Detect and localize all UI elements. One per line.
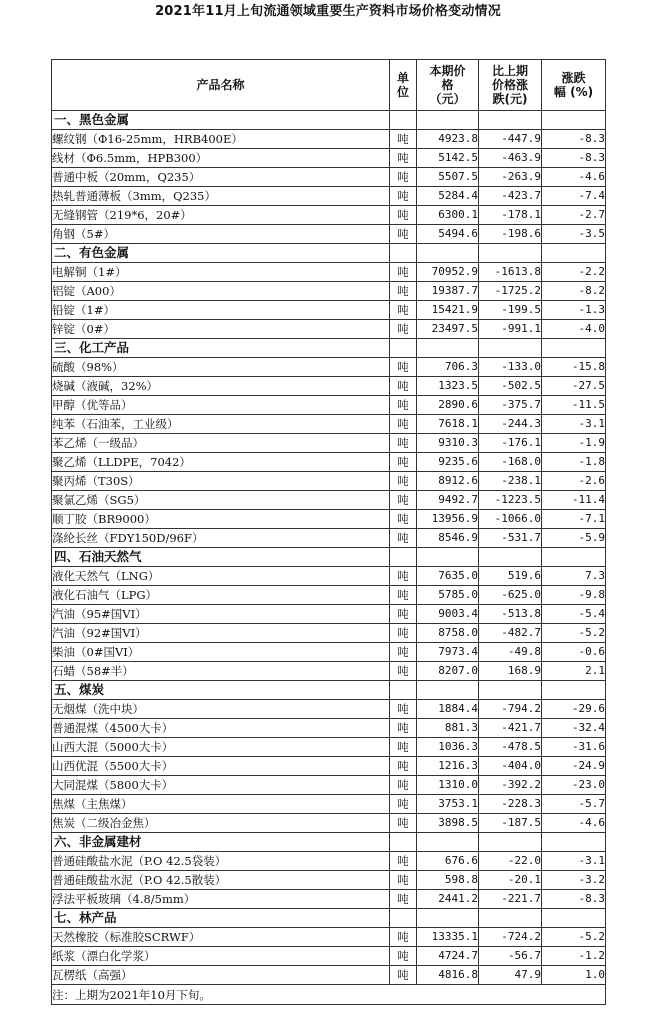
table-row <box>52 624 606 643</box>
header-change-percent: 涨跌 幅 (%) <box>542 60 606 111</box>
price-cell: 13956.9 <box>417 510 479 529</box>
price-cell: 8758.0 <box>417 624 479 643</box>
product-name: 液化天然气（LNG） <box>52 567 390 586</box>
price-cell: 598.8 <box>417 871 479 890</box>
category-row <box>52 833 606 852</box>
product-name: 普通硅酸盐水泥（P.O 42.5袋装） <box>52 852 390 871</box>
percent-cell: -3.1 <box>542 415 606 434</box>
unit-cell: 吨 <box>390 453 417 472</box>
price-cell: 15421.9 <box>417 301 479 320</box>
change-cell: -724.2 <box>479 928 542 947</box>
unit-cell: 吨 <box>390 263 417 282</box>
percent-cell: -8.3 <box>542 149 606 168</box>
change-cell: -244.3 <box>479 415 542 434</box>
product-name: 纸浆（漂白化学浆） <box>52 947 390 966</box>
product-name: 焦煤（主焦煤） <box>52 795 390 814</box>
price-cell: 5494.6 <box>417 225 479 244</box>
empty-cell <box>417 244 479 263</box>
product-name: 无烟煤（洗中块） <box>52 700 390 719</box>
table-row <box>52 814 606 833</box>
table-row <box>52 320 606 339</box>
table-row <box>52 415 606 434</box>
unit-cell: 吨 <box>390 871 417 890</box>
unit-cell: 吨 <box>390 643 417 662</box>
percent-cell: -1.9 <box>542 434 606 453</box>
unit-cell: 吨 <box>390 890 417 909</box>
change-cell: -178.1 <box>479 206 542 225</box>
unit-cell: 吨 <box>390 510 417 529</box>
price-cell: 2441.2 <box>417 890 479 909</box>
empty-cell <box>417 681 479 700</box>
product-name: 山西大混（5000大卡） <box>52 738 390 757</box>
price-cell: 5785.0 <box>417 586 479 605</box>
category-row <box>52 681 606 700</box>
table-row <box>52 567 606 586</box>
footnote: 注：上期为2021年10月下旬。 <box>52 985 606 1005</box>
change-cell: -625.0 <box>479 586 542 605</box>
product-name: 山西优混（5500大卡） <box>52 757 390 776</box>
empty-cell <box>390 833 417 852</box>
percent-cell: 2.1 <box>542 662 606 681</box>
unit-cell: 吨 <box>390 472 417 491</box>
price-cell: 1884.4 <box>417 700 479 719</box>
price-cell: 5142.5 <box>417 149 479 168</box>
category-row <box>52 909 606 928</box>
unit-cell: 吨 <box>390 757 417 776</box>
product-name: 涤纶长丝（FDY150D/96F） <box>52 529 390 548</box>
table-row <box>52 529 606 548</box>
empty-cell <box>479 244 542 263</box>
product-name: 烧碱（液碱，32%） <box>52 377 390 396</box>
change-cell: -1725.2 <box>479 282 542 301</box>
product-name: 热轧普通薄板（3mm，Q235） <box>52 187 390 206</box>
table-row <box>52 738 606 757</box>
percent-cell: -4.6 <box>542 168 606 187</box>
table-row <box>52 491 606 510</box>
unit-cell: 吨 <box>390 624 417 643</box>
change-cell: 168.9 <box>479 662 542 681</box>
table-row <box>52 871 606 890</box>
percent-cell: -7.1 <box>542 510 606 529</box>
unit-cell: 吨 <box>390 415 417 434</box>
empty-cell <box>390 548 417 567</box>
header-current-price: 本期价 格 （元） <box>417 60 479 111</box>
price-cell: 4816.8 <box>417 966 479 985</box>
unit-cell: 吨 <box>390 662 417 681</box>
empty-cell <box>417 339 479 358</box>
table-row <box>52 966 606 985</box>
table-row <box>52 776 606 795</box>
unit-cell: 吨 <box>390 149 417 168</box>
change-cell: -531.7 <box>479 529 542 548</box>
percent-cell: -4.6 <box>542 814 606 833</box>
unit-cell: 吨 <box>390 168 417 187</box>
table-row <box>52 662 606 681</box>
table-row <box>52 510 606 529</box>
change-cell: -168.0 <box>479 453 542 472</box>
table-row <box>52 852 606 871</box>
product-name: 瓦楞纸（高强） <box>52 966 390 985</box>
price-cell: 706.3 <box>417 358 479 377</box>
table-row <box>52 795 606 814</box>
product-name: 角钢（5#） <box>52 225 390 244</box>
empty-cell <box>542 111 606 130</box>
price-cell: 8546.9 <box>417 529 479 548</box>
product-name: 普通混煤（4500大卡） <box>52 719 390 738</box>
price-cell: 4923.8 <box>417 130 479 149</box>
product-name: 螺纹钢（Φ16-25mm，HRB400E） <box>52 130 390 149</box>
table-row <box>52 643 606 662</box>
empty-cell <box>417 833 479 852</box>
price-cell: 1036.3 <box>417 738 479 757</box>
percent-cell: -2.2 <box>542 263 606 282</box>
empty-cell <box>542 833 606 852</box>
price-cell: 7635.0 <box>417 567 479 586</box>
unit-cell: 吨 <box>390 301 417 320</box>
category-name: 七、林产品 <box>52 909 390 928</box>
change-cell: -392.2 <box>479 776 542 795</box>
price-table <box>51 59 606 1005</box>
percent-cell: -5.9 <box>542 529 606 548</box>
table-row <box>52 719 606 738</box>
price-cell: 7973.4 <box>417 643 479 662</box>
change-cell: -991.1 <box>479 320 542 339</box>
change-cell: -228.3 <box>479 795 542 814</box>
product-name: 汽油（92#国VI） <box>52 624 390 643</box>
unit-cell: 吨 <box>390 130 417 149</box>
price-cell: 23497.5 <box>417 320 479 339</box>
product-name: 无缝钢管（219*6，20#） <box>52 206 390 225</box>
table-row <box>52 700 606 719</box>
unit-cell: 吨 <box>390 586 417 605</box>
percent-cell: -11.5 <box>542 396 606 415</box>
unit-cell: 吨 <box>390 928 417 947</box>
change-cell: -56.7 <box>479 947 542 966</box>
percent-cell: -23.0 <box>542 776 606 795</box>
empty-cell <box>479 548 542 567</box>
category-name: 六、非金属建材 <box>52 833 390 852</box>
empty-cell <box>479 339 542 358</box>
header-product-name: 产品名称 <box>52 60 390 111</box>
product-name: 铝锭（A00） <box>52 282 390 301</box>
table-row <box>52 586 606 605</box>
change-cell: 519.6 <box>479 567 542 586</box>
table-row <box>52 149 606 168</box>
change-cell: -221.7 <box>479 890 542 909</box>
unit-cell: 吨 <box>390 947 417 966</box>
table-row <box>52 301 606 320</box>
price-cell: 8207.0 <box>417 662 479 681</box>
category-name: 五、煤炭 <box>52 681 390 700</box>
table-row <box>52 225 606 244</box>
category-row <box>52 339 606 358</box>
product-name: 锌锭（0#） <box>52 320 390 339</box>
percent-cell: -1.8 <box>542 453 606 472</box>
product-name: 液化石油气（LPG） <box>52 586 390 605</box>
unit-cell: 吨 <box>390 396 417 415</box>
unit-cell: 吨 <box>390 795 417 814</box>
table-row <box>52 130 606 149</box>
product-name: 聚乙烯（LLDPE，7042） <box>52 453 390 472</box>
percent-cell: -8.3 <box>542 130 606 149</box>
price-cell: 8912.6 <box>417 472 479 491</box>
percent-cell: 7.3 <box>542 567 606 586</box>
empty-cell <box>417 111 479 130</box>
price-cell: 19387.7 <box>417 282 479 301</box>
change-cell: -238.1 <box>479 472 542 491</box>
price-cell: 3753.1 <box>417 795 479 814</box>
empty-cell <box>542 909 606 928</box>
change-cell: 47.9 <box>479 966 542 985</box>
percent-cell: -27.5 <box>542 377 606 396</box>
percent-cell: -11.4 <box>542 491 606 510</box>
table-row <box>52 434 606 453</box>
price-cell: 4724.7 <box>417 947 479 966</box>
table-row <box>52 282 606 301</box>
product-name: 普通中板（20mm，Q235） <box>52 168 390 187</box>
price-cell: 1323.5 <box>417 377 479 396</box>
table-row <box>52 928 606 947</box>
percent-cell: 1.0 <box>542 966 606 985</box>
unit-cell: 吨 <box>390 434 417 453</box>
product-name: 线材（Φ6.5mm，HPB300） <box>52 149 390 168</box>
change-cell: -1066.0 <box>479 510 542 529</box>
change-cell: -794.2 <box>479 700 542 719</box>
percent-cell: -3.2 <box>542 871 606 890</box>
category-row <box>52 548 606 567</box>
unit-cell: 吨 <box>390 605 417 624</box>
price-cell: 5284.4 <box>417 187 479 206</box>
table-row <box>52 263 606 282</box>
category-name: 二、有色金属 <box>52 244 390 263</box>
empty-cell <box>479 909 542 928</box>
unit-cell: 吨 <box>390 529 417 548</box>
change-cell: -404.0 <box>479 757 542 776</box>
change-cell: -502.5 <box>479 377 542 396</box>
empty-cell <box>542 681 606 700</box>
unit-cell: 吨 <box>390 738 417 757</box>
price-cell: 881.3 <box>417 719 479 738</box>
product-name: 大同混煤（5800大卡） <box>52 776 390 795</box>
product-name: 聚氯乙烯（SG5） <box>52 491 390 510</box>
unit-cell: 吨 <box>390 852 417 871</box>
header-price-change: 比上期 价格涨 跌(元) <box>479 60 542 111</box>
unit-cell: 吨 <box>390 567 417 586</box>
table-row <box>52 757 606 776</box>
product-name: 电解铜（1#） <box>52 263 390 282</box>
percent-cell: -5.2 <box>542 928 606 947</box>
change-cell: -49.8 <box>479 643 542 662</box>
change-cell: -482.7 <box>479 624 542 643</box>
change-cell: -187.5 <box>479 814 542 833</box>
table-row <box>52 358 606 377</box>
product-name: 硫酸（98%） <box>52 358 390 377</box>
empty-cell <box>390 244 417 263</box>
change-cell: -199.5 <box>479 301 542 320</box>
percent-cell: -24.9 <box>542 757 606 776</box>
change-cell: -1613.8 <box>479 263 542 282</box>
percent-cell: -5.4 <box>542 605 606 624</box>
change-cell: -20.1 <box>479 871 542 890</box>
percent-cell: -3.5 <box>542 225 606 244</box>
price-cell: 9310.3 <box>417 434 479 453</box>
unit-cell: 吨 <box>390 719 417 738</box>
empty-cell <box>479 681 542 700</box>
product-name: 顺丁胶（BR9000） <box>52 510 390 529</box>
table-row <box>52 947 606 966</box>
table-row <box>52 605 606 624</box>
unit-cell: 吨 <box>390 206 417 225</box>
product-name: 石蜡（58#半） <box>52 662 390 681</box>
percent-cell: -32.4 <box>542 719 606 738</box>
product-name: 普通硅酸盐水泥（P.O 42.5散装） <box>52 871 390 890</box>
percent-cell: -3.1 <box>542 852 606 871</box>
table-row <box>52 453 606 472</box>
percent-cell: -1.3 <box>542 301 606 320</box>
price-cell: 3898.5 <box>417 814 479 833</box>
change-cell: -463.9 <box>479 149 542 168</box>
product-name: 天然橡胶（标准胶SCRWF） <box>52 928 390 947</box>
product-name: 柴油（0#国VI） <box>52 643 390 662</box>
product-name: 纯苯（石油苯，工业级） <box>52 415 390 434</box>
percent-cell: -29.6 <box>542 700 606 719</box>
page-title: 2021年11月上旬流通领域重要生产资料市场价格变动情况 <box>155 4 501 19</box>
price-cell: 9492.7 <box>417 491 479 510</box>
unit-cell: 吨 <box>390 814 417 833</box>
percent-cell: -4.0 <box>542 320 606 339</box>
percent-cell: -15.8 <box>542 358 606 377</box>
price-cell: 1310.0 <box>417 776 479 795</box>
change-cell: -263.9 <box>479 168 542 187</box>
header-unit: 单 位 <box>390 60 417 111</box>
change-cell: -1223.5 <box>479 491 542 510</box>
empty-cell <box>542 244 606 263</box>
unit-cell: 吨 <box>390 187 417 206</box>
percent-cell: -7.4 <box>542 187 606 206</box>
table-row <box>52 890 606 909</box>
product-name: 甲醇（优等品） <box>52 396 390 415</box>
unit-cell: 吨 <box>390 225 417 244</box>
price-cell: 5507.5 <box>417 168 479 187</box>
empty-cell <box>542 339 606 358</box>
product-name: 铅锭（1#） <box>52 301 390 320</box>
price-cell: 9003.4 <box>417 605 479 624</box>
unit-cell: 吨 <box>390 377 417 396</box>
price-cell: 9235.6 <box>417 453 479 472</box>
category-row <box>52 111 606 130</box>
category-name: 三、化工产品 <box>52 339 390 358</box>
change-cell: -133.0 <box>479 358 542 377</box>
empty-cell <box>542 548 606 567</box>
price-cell: 6300.1 <box>417 206 479 225</box>
note-row <box>52 985 606 1005</box>
category-name: 一、黑色金属 <box>52 111 390 130</box>
empty-cell <box>479 833 542 852</box>
table-row <box>52 187 606 206</box>
percent-cell: -9.8 <box>542 586 606 605</box>
empty-cell <box>390 681 417 700</box>
unit-cell: 吨 <box>390 776 417 795</box>
unit-cell: 吨 <box>390 700 417 719</box>
price-cell: 2890.6 <box>417 396 479 415</box>
price-cell: 7618.1 <box>417 415 479 434</box>
product-name: 苯乙烯（一级品） <box>52 434 390 453</box>
empty-cell <box>479 111 542 130</box>
empty-cell <box>390 339 417 358</box>
empty-cell <box>390 909 417 928</box>
percent-cell: -1.2 <box>542 947 606 966</box>
unit-cell: 吨 <box>390 491 417 510</box>
change-cell: -22.0 <box>479 852 542 871</box>
table-row <box>52 396 606 415</box>
category-name: 四、石油天然气 <box>52 548 390 567</box>
percent-cell: -5.2 <box>542 624 606 643</box>
change-cell: -375.7 <box>479 396 542 415</box>
product-name: 聚丙烯（T30S） <box>52 472 390 491</box>
price-cell: 70952.9 <box>417 263 479 282</box>
empty-cell <box>417 548 479 567</box>
header-row <box>52 60 606 111</box>
table-body <box>52 111 606 985</box>
price-cell: 1216.3 <box>417 757 479 776</box>
unit-cell: 吨 <box>390 320 417 339</box>
product-name: 汽油（95#国VI） <box>52 605 390 624</box>
unit-cell: 吨 <box>390 966 417 985</box>
percent-cell: -8.2 <box>542 282 606 301</box>
percent-cell: -0.6 <box>542 643 606 662</box>
change-cell: -421.7 <box>479 719 542 738</box>
percent-cell: -8.3 <box>542 890 606 909</box>
table-row <box>52 168 606 187</box>
table-row <box>52 472 606 491</box>
change-cell: -447.9 <box>479 130 542 149</box>
price-cell: 676.6 <box>417 852 479 871</box>
unit-cell: 吨 <box>390 358 417 377</box>
change-cell: -423.7 <box>479 187 542 206</box>
empty-cell <box>390 111 417 130</box>
change-cell: -478.5 <box>479 738 542 757</box>
percent-cell: -2.7 <box>542 206 606 225</box>
table-row <box>52 206 606 225</box>
change-cell: -513.8 <box>479 605 542 624</box>
product-name: 浮法平板玻璃（4.8/5mm） <box>52 890 390 909</box>
percent-cell: -5.7 <box>542 795 606 814</box>
empty-cell <box>417 909 479 928</box>
category-row <box>52 244 606 263</box>
price-cell: 13335.1 <box>417 928 479 947</box>
change-cell: -198.6 <box>479 225 542 244</box>
table-row <box>52 377 606 396</box>
percent-cell: -2.6 <box>542 472 606 491</box>
unit-cell: 吨 <box>390 282 417 301</box>
change-cell: -176.1 <box>479 434 542 453</box>
product-name: 焦炭（二级冶金焦） <box>52 814 390 833</box>
percent-cell: -31.6 <box>542 738 606 757</box>
